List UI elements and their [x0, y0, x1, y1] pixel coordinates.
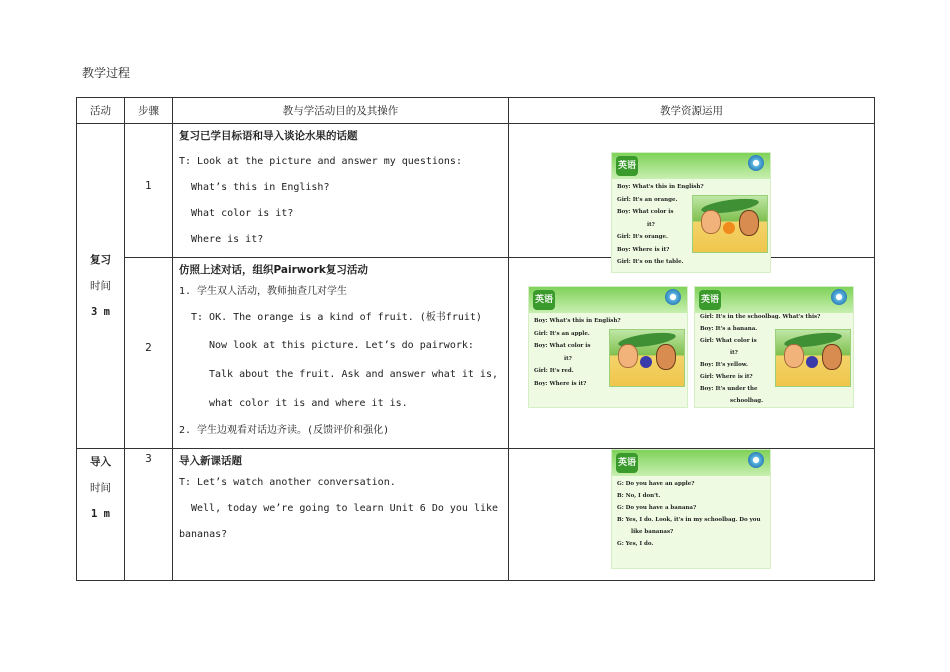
step3-operation — [173, 449, 509, 581]
time-value: 1 m — [91, 508, 110, 520]
slide-text: Boy: What's this in English? Girl: It's an apple. Boy: What color is it? Girl: It's red. Boy: Where is it? — [534, 318, 621, 387]
time-label: 时间 — [90, 482, 111, 494]
step-heading: 仿照上述对话，组织Pairwork复习活动 — [179, 264, 368, 276]
step-line: bananas? — [179, 529, 228, 540]
slide-thumbnail: 英语 G: Do you have an apple? B: No, I don't. G: Do you have a banana? B: Yes, I do. Look, it's in my schoolbag. Do you like bananas? G: Yes, I do. — [611, 449, 771, 569]
step-heading: 复习已学目标语和导入谈论水果的话题 — [179, 130, 358, 142]
header-row — [77, 98, 875, 124]
slide-thumbnail: 英语 Boy: What's this in English? Girl: It's an apple. Boy: What color is it? Girl: It's red. Boy: Where is it? — [528, 286, 688, 408]
table-row — [77, 258, 875, 449]
table-row — [77, 449, 875, 581]
step-line: Talk about the fruit. Ask and answer what it is, — [209, 369, 498, 380]
doc-title: 教学过程 — [82, 66, 131, 80]
step1-resources — [509, 124, 875, 265]
flower-icon — [831, 289, 847, 305]
step1-operation — [173, 124, 509, 258]
slide-text: Boy: What's this in English? Girl: It's an orange. Boy: What color is it? Girl: It's orange. Boy: Where is it? Girl: It's on the table. — [617, 184, 704, 265]
flower-icon — [665, 289, 681, 305]
header-resources: 教学资源运用 — [509, 98, 875, 124]
cartoon-image — [775, 329, 851, 387]
step-line: Well, today we’re going to learn Unit 6 Do you like — [191, 503, 499, 514]
slide-text: Girl: It's in the schoolbag. What's this? Boy: It's a banana. Girl: What color is it? Boy: It's yellow. Girl: Where is it? Boy: It's under the schoolbag. — [700, 314, 821, 404]
flower-icon — [748, 155, 764, 171]
cartoon-image — [692, 195, 768, 253]
step-number: 1 — [125, 124, 173, 258]
step-line: Where is it? — [191, 234, 264, 245]
step-line: what color it is and where it is. — [209, 398, 408, 409]
step-line: 1. 学生双人活动，教师抽查几对学生 — [179, 286, 348, 297]
step2-operation — [173, 258, 509, 449]
step-line: What’s this in English? — [191, 182, 330, 193]
step-line: T: Let’s watch another conversation. — [179, 477, 396, 488]
header-activity: 活动 — [77, 98, 125, 124]
step-line: T: OK. The orange is a kind of fruit. (板书fruit) — [191, 312, 482, 323]
slide-text: G: Do you have an apple? B: No, I don't. G: Do you have a banana? B: Yes, I do. Look, it's in my schoolbag. Do you like bananas? G: Yes, I do. — [617, 481, 761, 547]
step-line: 2. 学生边观看对话边齐读。(反馈评价和强化) — [179, 425, 390, 436]
time-label: 时间 — [90, 280, 111, 292]
header-operation: 教与学活动目的及其操作 — [173, 98, 509, 124]
step-number: 2 — [125, 258, 173, 449]
step-line: T: Look at the picture and answer my questions: — [179, 156, 462, 167]
step3-resources — [509, 449, 875, 581]
flower-icon — [748, 452, 764, 468]
activity-name: 导入 — [90, 456, 111, 468]
slide-thumbnail: 英语 Girl: It's in the schoolbag. What's this? Boy: It's a banana. Girl: What color is it? Boy: It's yellow. Girl: Where is it? Boy: It's under the schoolbag. — [694, 286, 854, 408]
activity-review — [77, 124, 125, 449]
cartoon-image — [609, 329, 685, 387]
step-line: Now look at this picture. Let’s do pairwork: — [209, 340, 474, 351]
slide-thumbnail: 英语 Boy: What's this in English? Girl: It's an orange. Boy: What color is it? Girl: It's orange. Boy: Where is it? Girl: It's on the table. — [611, 152, 771, 273]
step2-resources — [509, 258, 875, 449]
step-heading: 导入新课话题 — [179, 455, 242, 467]
header-step: 步骤 — [125, 98, 173, 124]
step-line: What color is it? — [191, 208, 294, 219]
lesson-table — [76, 97, 875, 581]
activity-intro — [77, 449, 125, 581]
step-number: 3 — [125, 449, 173, 581]
time-value: 3 m — [91, 306, 110, 318]
table-row — [77, 124, 875, 258]
activity-name: 复习 — [90, 254, 111, 266]
